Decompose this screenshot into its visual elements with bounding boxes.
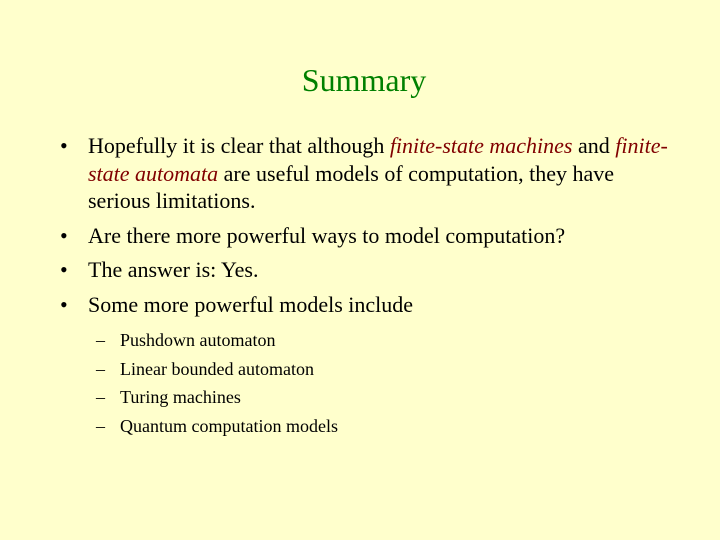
sub-bullet-item — [96, 326, 596, 355]
bullet-marker: • — [60, 291, 68, 317]
sub-bullet-marker: – — [96, 330, 105, 350]
sub-bullet-list — [96, 326, 596, 440]
sub-bullet-text: Linear bounded automaton — [120, 358, 314, 379]
slide-title: Summary — [301, 62, 427, 98]
bullet-text: Some more powerful models include — [88, 291, 414, 317]
sub-bullet-marker: – — [96, 415, 105, 436]
bullet-item-3 — [60, 256, 680, 284]
sub-bullet-text: Turing machines — [120, 387, 241, 407]
sub-bullet-item — [96, 412, 596, 441]
bullet-marker: • — [60, 257, 68, 282]
bullet-text-part: are useful models of computation, they have serious limitations. — [88, 160, 615, 213]
bullet-list — [60, 132, 680, 325]
bullet-marker: • — [60, 222, 68, 248]
sub-bullet-item — [96, 355, 596, 384]
bullet-item-2 — [60, 222, 680, 250]
bullet-marker: • — [60, 133, 68, 158]
bullet-text: The answer is: Yes. — [88, 257, 259, 282]
bullet-text-part: and — [572, 133, 616, 158]
bullet-text: Are there more powerful ways to model computation? — [88, 222, 566, 248]
sub-bullet-item — [96, 383, 596, 412]
bullet-item-1 — [60, 132, 680, 215]
sub-bullet-marker: – — [96, 358, 105, 379]
bullet-text-part: Hopefully it is clear that although — [88, 133, 390, 158]
sub-bullet-text: Pushdown automaton — [120, 330, 276, 350]
bullet-item-4 — [60, 291, 680, 319]
sub-bullet-text: Quantum computation models — [120, 415, 338, 436]
emphasis-finite-state-machines: finite-state machines — [389, 133, 573, 158]
sub-bullet-marker: – — [96, 387, 105, 407]
emphasis-finite-state-automata: finite-state automata — [88, 133, 668, 186]
